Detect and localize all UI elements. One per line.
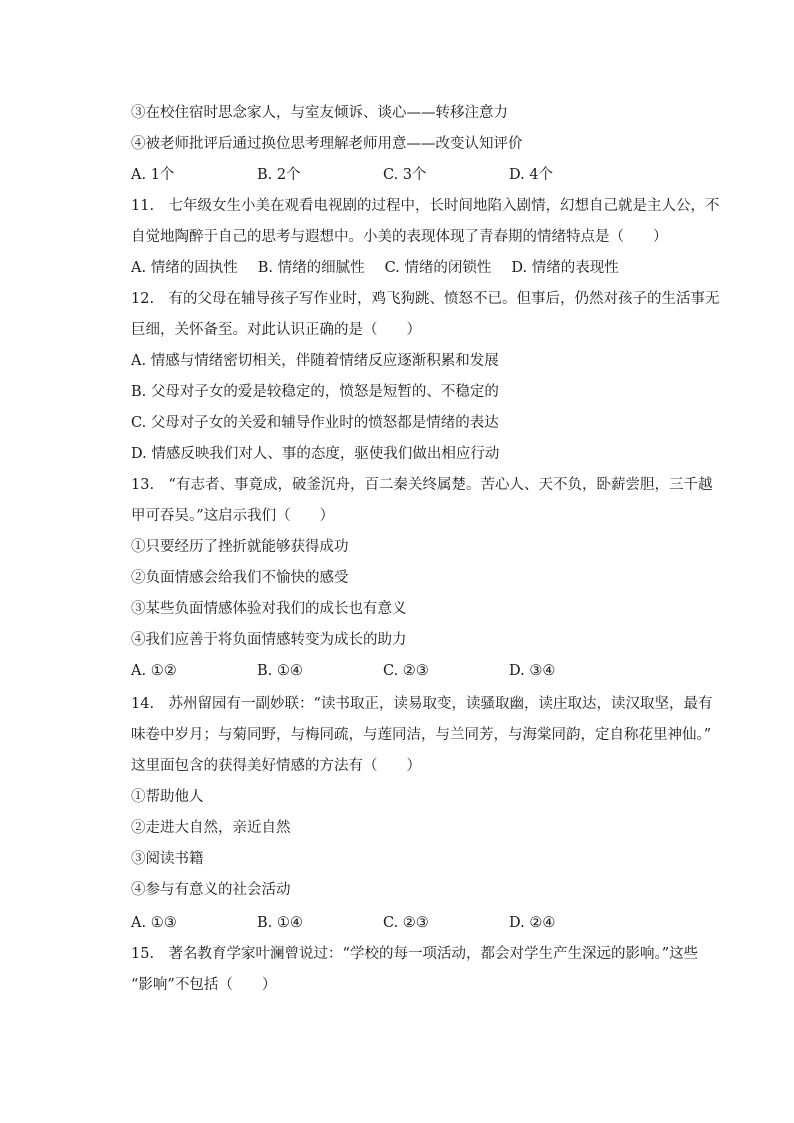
q13-item-3: ③某些负面情感体验对我们的成长也有意义 [131, 601, 407, 617]
q14-option-a: A. ①③ [131, 915, 177, 931]
q13-item-4: ④我们应善于将负面情感转变为成长的助力 [131, 632, 407, 648]
q14-item-1: ①帮助他人 [131, 789, 204, 805]
q14-stem-line2: 味卷中岁月；与菊同野，与梅同疏，与莲同洁，与兰同芳，与海棠同韵，定自称花里神仙。” [131, 727, 712, 743]
q12-option-d: D. 情感反映我们对人、事的态度，驱使我们做出相应行动 [131, 446, 500, 462]
q10-item-4: ④被老师批评后通过换位思考理解老师用意——改变认知评价 [131, 136, 523, 152]
q11-options [131, 258, 619, 278]
q13-options [131, 661, 635, 681]
q14-item-3: ③阅读书籍 [131, 851, 204, 867]
q14-stem-line1: 14. 苏州留园有一副妙联：“读书取正，读易取变，读骚取幽，读庄取达，读汉取坚，最有 [131, 696, 713, 712]
q11-stem-line1: 11. 七年级女生小美在观看电视剧的过程中，长时间地陷入剧情，幻想自己就是主人公，不 [131, 198, 720, 214]
q14-option-c: C. ②③ [383, 915, 429, 931]
q13-option-d: D. ③④ [509, 663, 556, 679]
q10-option-c: C. 3个 [383, 167, 427, 183]
q13-stem-line2: 甲可吞吴。”这启示我们（ ） [131, 508, 335, 524]
q15-stem-line2: “影响”不包括（ ） [131, 977, 277, 993]
q14-option-d: D. ②④ [509, 915, 556, 931]
q11-option-b: B. 情绪的细腻性 [257, 260, 365, 276]
q12-option-b: B. 父母对子女的爱是较稳定的，愤怒是短暂的、不稳定的 [131, 384, 499, 400]
q14-item-2: ②走进大自然，亲近自然 [131, 820, 291, 836]
q10-option-d: D. 4个 [509, 167, 554, 183]
q10-options [131, 165, 635, 185]
q13-item-1: ①只要经历了挫折就能够获得成功 [131, 539, 349, 555]
q13-stem-line1: 13. “有志者、事竟成，破釜沉舟，百二秦关终属楚。苦心人、天不负，卧薪尝胆，三千越 [131, 477, 713, 493]
q13-option-a: A. ①② [131, 663, 177, 679]
q14-options [131, 913, 635, 933]
q11-option-d: D. 情绪的表现性 [511, 260, 619, 276]
q14-stem-line3: 这里面包含的获得美好情感的方法有（ ） [131, 758, 421, 774]
q10-option-b: B. 2个 [257, 167, 301, 183]
q10-option-a: A. 1个 [131, 167, 175, 183]
q12-stem-line2: 巨细，关怀备至。对此认识正确的是（ ） [131, 322, 421, 338]
q12-stem-line1: 12. 有的父母在辅导孩子写作业时，鸡飞狗跳、愤怒不已。但事后，仍然对孩子的生活事无 [131, 291, 720, 307]
q14-item-4: ④参与有意义的社会活动 [131, 882, 291, 898]
q11-option-c: C. 情绪的闭锁性 [384, 260, 492, 276]
q14-option-b: B. ①④ [257, 915, 303, 931]
q10-item-3: ③在校住宿时思念家人，与室友倾诉、谈心——转移注意力 [131, 105, 508, 121]
q12-option-c: C. 父母对子女的关爱和辅导作业时的愤怒都是情绪的表达 [131, 415, 499, 431]
q13-option-c: C. ②③ [383, 663, 429, 679]
q11-stem-line2: 自觉地陶醉于自己的思考与遐想中。小美的表现体现了青春期的情绪特点是（ ） [131, 229, 668, 245]
q15-stem-line1: 15. 著名教育学家叶澜曾说过：“学校的每一项活动，都会对学生产生深远的影响。”这些 [131, 946, 699, 962]
q12-option-a: A. 情感与情绪密切相关，伴随着情绪反应逐渐积累和发展 [131, 353, 499, 369]
q13-item-2: ②负面情感会给我们不愉快的感受 [131, 570, 349, 586]
q11-option-a: A. 情绪的固执性 [131, 260, 238, 276]
q13-option-b: B. ①④ [257, 663, 303, 679]
